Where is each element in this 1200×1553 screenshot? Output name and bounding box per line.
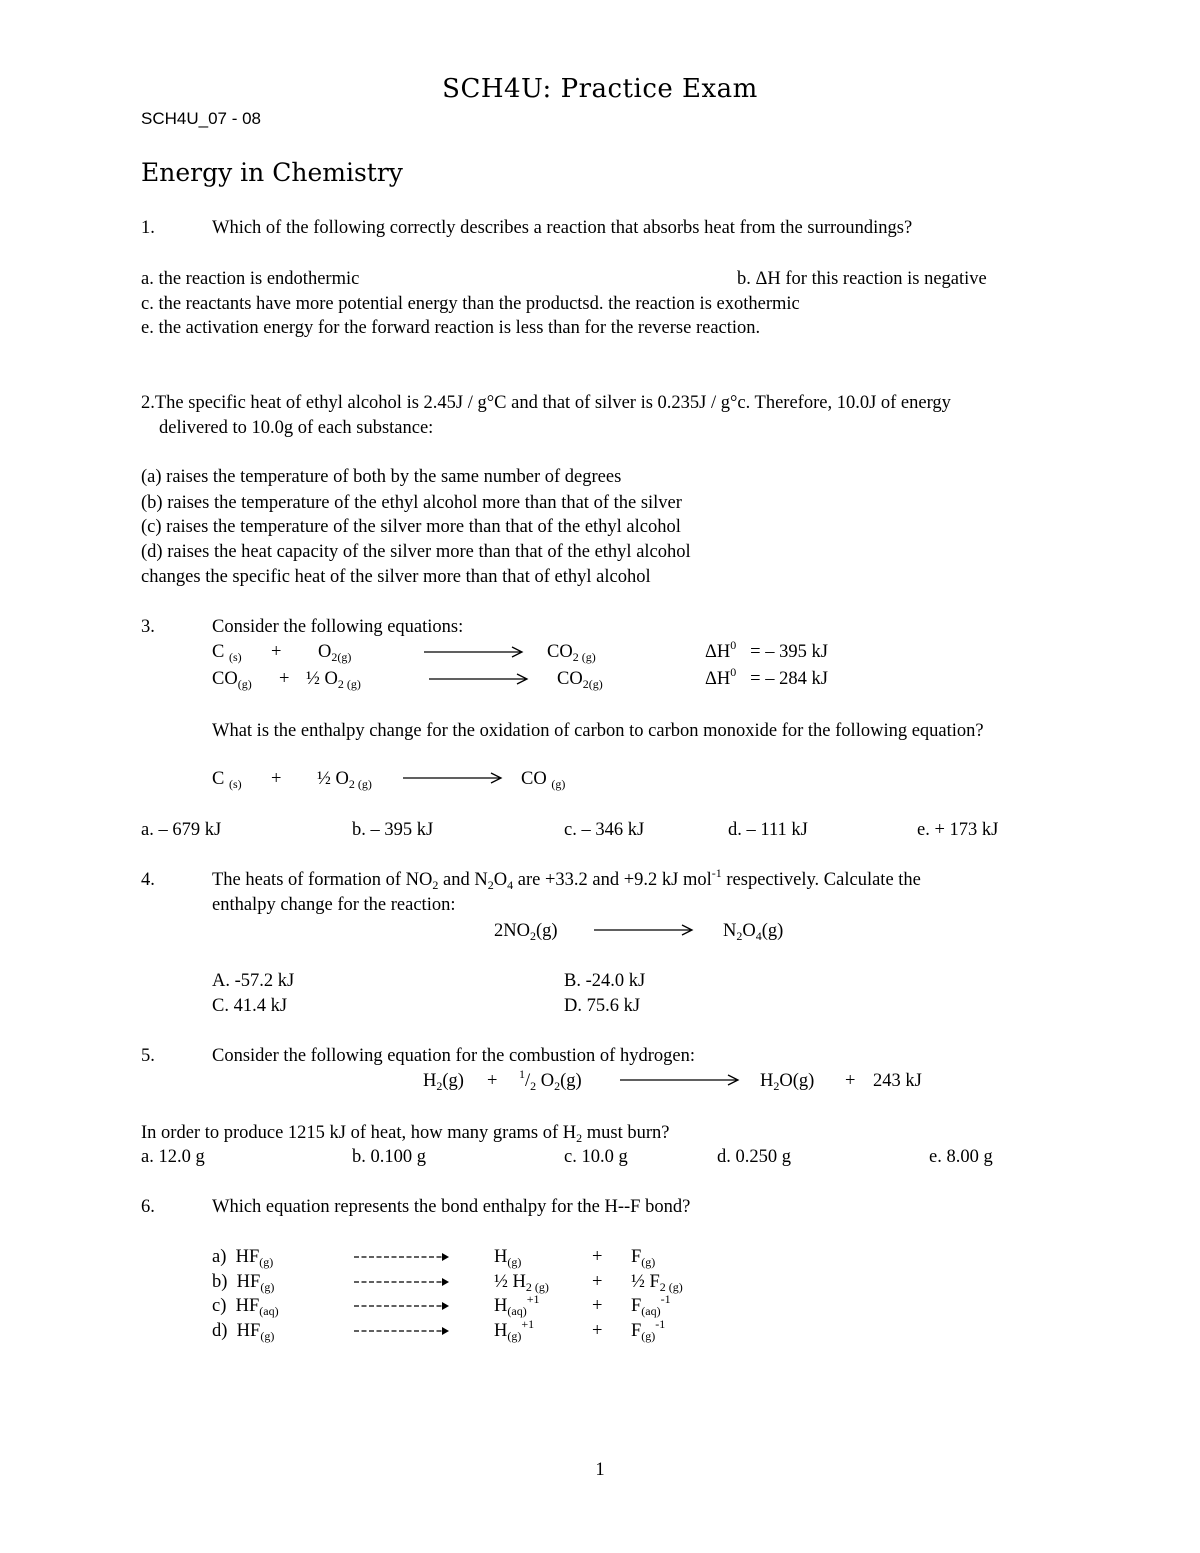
eq1-reactant-1: C $_{(s)}$: [212, 642, 242, 664]
q6-b-plus: +: [592, 1272, 603, 1292]
eq2-enthalpy: $\Delta H^0$ = – 284 kJ: [705, 665, 828, 689]
eq3-arrow-icon: [403, 771, 503, 785]
q4-choice-c: C. 41.4 kJ: [212, 996, 288, 1016]
eq2-product: $CO_{2(g)}$: [557, 669, 603, 691]
q6-d-plus: +: [592, 1321, 603, 1341]
q2-choice-b: (b) raises the temperature of the ethyl alcohol more than that of the silver: [141, 493, 682, 513]
q3-choice-b: b. – 395 kJ: [352, 820, 434, 840]
q4-product: $N_2O_4(g)$: [723, 921, 784, 943]
q5-plus-1: +: [487, 1071, 498, 1091]
q6-a-reactant: a) $HF_{(g)}$: [212, 1247, 274, 1269]
q1-choice-b: b. ΔH for this reaction is negative: [737, 269, 987, 289]
q6-c-reactant: c) $HF_{(aq)}$: [212, 1296, 279, 1318]
q5-choice-e: e. 8.00 g: [929, 1147, 993, 1167]
q6-a-product-1: $H_{(g)}$: [494, 1247, 522, 1269]
q6-d-arrow-icon: [354, 1325, 450, 1337]
q3-choice-d: d. – 111 kJ: [728, 820, 808, 840]
q5-product: $H_2O(g)$: [760, 1071, 815, 1093]
q6-text: Which equation represents the bond enthalpy for the H--F bond?: [212, 1197, 691, 1217]
q6-c-product-2: $F_{(aq)}^{-1}$: [631, 1292, 671, 1318]
q6-c-arrow-icon: [354, 1300, 450, 1312]
section-heading: Energy in Chemistry: [141, 158, 403, 187]
q2-choice-a: (a) raises the temperature of both by the same number of degrees: [141, 467, 622, 487]
q5-choice-c: c. 10.0 g: [564, 1147, 628, 1167]
q6-b-product-1: ½ $H_{2 (g)}$: [494, 1272, 549, 1294]
q4-choice-d: D. 75.6 kJ: [564, 996, 641, 1016]
q3-question: What is the enthalpy change for the oxidation of carbon to carbon monoxide for the following equation?: [212, 721, 984, 741]
q6-b-reactant: b) $HF_{(g)}$: [212, 1272, 275, 1294]
q5-plus-2: +: [845, 1071, 856, 1091]
q6-a-plus: +: [592, 1247, 603, 1267]
q3-number: 3.: [141, 617, 155, 637]
q5-intro: Consider the following equation for the combustion of hydrogen:: [212, 1046, 695, 1066]
q4-choice-b: B. -24.0 kJ: [564, 971, 646, 991]
q4-arrow-icon: [594, 923, 694, 937]
q1-number: 1.: [141, 218, 155, 238]
eq1-arrow-icon: [424, 645, 524, 659]
course-code: SCH4U_07 - 08: [141, 109, 262, 128]
q2-text: 2.The specific heat of ethyl alcohol is 2.45J / g°C and that of silver is 0.235J / g°c. Therefore, 10.0J of energy: [141, 393, 951, 413]
page-title: SCH4U: Practice Exam: [442, 74, 758, 104]
eq1-product: $CO_{2 (g)}$: [547, 642, 596, 664]
q5-reactant-2: $^1/_2$ $O_2(g)$: [519, 1067, 582, 1093]
q3-choice-c: c. – 346 kJ: [564, 820, 645, 840]
q6-b-arrow-icon: [354, 1276, 450, 1288]
q2-choice-e: changes the specific heat of the silver more than that of ethyl alcohol: [141, 567, 651, 587]
q5-arrow-icon: [620, 1073, 740, 1087]
q5-heat: 243 kJ: [873, 1071, 922, 1091]
eq3-reactant-1: C $_{(s)}$: [212, 769, 242, 791]
q5-question: In order to produce 1215 kJ of heat, how many grams of $H_2$ must burn?: [141, 1123, 670, 1145]
q2-choice-c: (c) raises the temperature of the silver more than that of the ethyl alcohol: [141, 517, 681, 537]
q1-text: Which of the following correctly describes a reaction that absorbs heat from the surroundings?: [212, 218, 913, 238]
eq2-arrow-icon: [429, 672, 529, 686]
eq1-enthalpy: $\Delta H^0$ = – 395 kJ: [705, 638, 828, 662]
q4-choice-a: A. -57.2 kJ: [212, 971, 295, 991]
q5-reactant-1: $H_2(g)$: [423, 1071, 464, 1093]
eq2-reactant-1: $CO_{(g)}$: [212, 669, 252, 691]
eq3-plus: +: [271, 769, 282, 789]
eq1-reactant-2: $O_{2(g)}$: [318, 642, 352, 664]
q5-choice-d: d. 0.250 g: [717, 1147, 791, 1167]
eq1-plus: +: [271, 642, 282, 662]
q4-reactant: $2NO_2(g)$: [494, 921, 558, 943]
q1-choice-e: e. the activation energy for the forward reaction is less than for the reverse reaction.: [141, 318, 761, 338]
q6-d-reactant: d) $HF_{(g)}$: [212, 1321, 275, 1343]
q5-choice-a: a. 12.0 g: [141, 1147, 205, 1167]
q3-choice-e: e. + 173 kJ: [917, 820, 999, 840]
q6-c-product-1: $H_{(aq)}^{+1}$: [494, 1292, 540, 1318]
q5-choice-b: b. 0.100 g: [352, 1147, 426, 1167]
eq2-reactant-2: ½ $O_{2 (g)}$: [306, 669, 361, 691]
q2-text-cont: delivered to 10.0g of each substance:: [159, 418, 434, 438]
q1-choice-a: a. the reaction is endothermic: [141, 269, 360, 289]
q6-a-arrow-icon: [354, 1251, 450, 1263]
q4-number: 4.: [141, 870, 155, 890]
q6-b-product-2: ½ $F_{2 (g)}$: [631, 1272, 683, 1294]
q6-d-product-2: $F_{(g)}^{-1}$: [631, 1317, 666, 1343]
q6-d-product-1: $H_{(g)}^{+1}$: [494, 1317, 535, 1343]
q3-choice-a: a. – 679 kJ: [141, 820, 222, 840]
eq3-product: CO $_{(g)}$: [521, 769, 566, 791]
q4-text: The heats of formation of $NO_2$ and $N_2O_4$ are +33.2 and +9.2 kJ mol$^{-1}$ respectively. Calculate the: [212, 866, 921, 892]
q6-a-product-2: $F_{(g)}$: [631, 1247, 656, 1269]
q3-intro: Consider the following equations:: [212, 617, 464, 637]
eq3-reactant-2: ½ $O_{2 (g)}$: [317, 769, 372, 791]
q4-text-cont: enthalpy change for the reaction:: [212, 895, 456, 915]
q6-number: 6.: [141, 1197, 155, 1217]
q2-choice-d: (d) raises the heat capacity of the silver more than that of the ethyl alcohol: [141, 542, 691, 562]
q5-number: 5.: [141, 1046, 155, 1066]
eq2-plus: +: [279, 669, 290, 689]
q1-choice-c-d: c. the reactants have more potential energy than the productsd. the reaction is exothermic: [141, 294, 800, 314]
page-number: 1: [595, 1460, 605, 1480]
q6-c-plus: +: [592, 1296, 603, 1316]
